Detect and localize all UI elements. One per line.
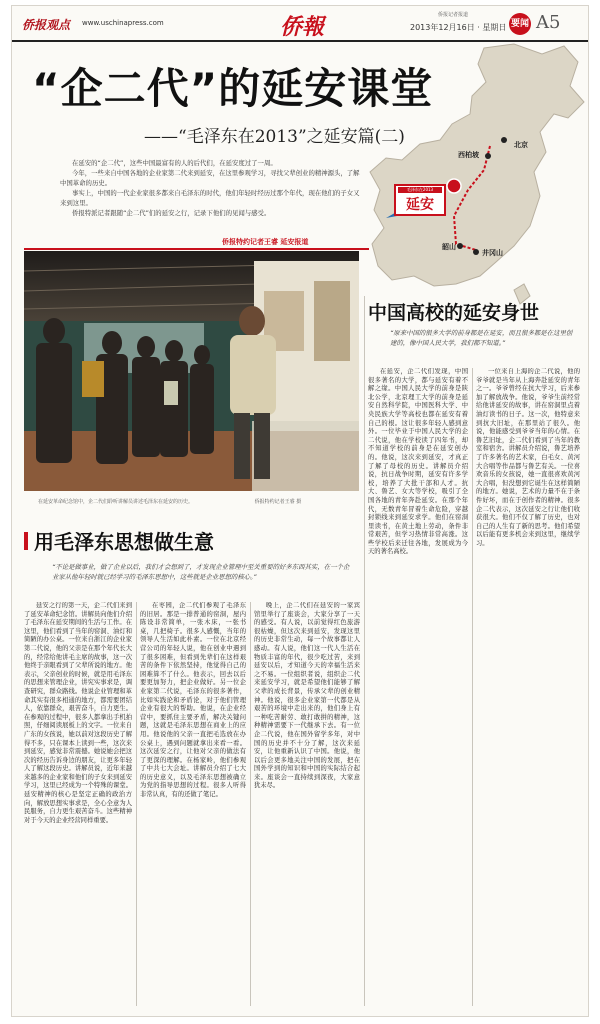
article-column-2 bbox=[140, 602, 246, 1006]
caption-text: 在延安革命纪念馆中，企二代们聆听讲解员讲述毛泽东在延安的历史。 bbox=[38, 499, 194, 505]
page-number: A5 bbox=[536, 12, 561, 33]
museum-visitors-image bbox=[24, 251, 359, 491]
section1-heading bbox=[24, 526, 214, 555]
map-label-xibaipo: 西柏坡 bbox=[458, 151, 479, 159]
article-column-5 bbox=[476, 368, 580, 1006]
section-title: 侨报观点 bbox=[22, 18, 71, 32]
yanan-marker bbox=[447, 179, 461, 193]
yanan-callout bbox=[394, 184, 446, 216]
yanan-tag: 毛泽东在2013 bbox=[398, 187, 442, 193]
section2-title: 中国高校的延安身世 bbox=[368, 302, 540, 324]
intro-text bbox=[60, 158, 360, 218]
column-divider bbox=[472, 368, 473, 1006]
intro-paragraph: 侨报特派记者跟随“企二代”们的延安之行，记录下他们的见闻与感受。 bbox=[72, 209, 271, 217]
article-column-3 bbox=[254, 602, 360, 1006]
page-headline: “企二代”的延安课堂 bbox=[32, 64, 434, 113]
map-label-shaoshan: 韶山 bbox=[442, 243, 456, 251]
section1-quote: “不论是做事业，做了企业以后，我们才会想到了，才发现企业管理中至关重要的好多东西其实，在一个企业家从他年轻时就已经学习的毛泽东思想中，这些就是企业思想的核心。” bbox=[52, 563, 350, 581]
column-text: 延安之行的第一天，企二代们来到了延安革命纪念馆。讲解员向他们介绍了毛泽东在延安期间的生活与工作。在这里，他们看到了当年的窑洞、油灯和简陋的办公桌。一位来自浙江的企业家第二代说，他的父亲是在那个年代长大的，经常给他讲毛主席的故事，这一次他终于亲眼看到了父辈所说的地方。他表示，父亲创业的时候，就是用毛泽东的思想来管理企业，讲究实事求是，调查研究，群众路线。他说企业管理和革命其实有很多相通的地方，都需要团结人，依靠群众，艰苦奋斗，自力更生。在参观的过程中，很多人都拿出手机拍照，仔细阅读展板上的文字。一位来自广东的女孩说，她以前对这段历史了解得不多，只在课本上读到一些，这次来到延安，感觉非常震撼。她说她会把这次的经历告诉身边的朋友，让更多年轻人了解这段历史。讲解员说，近年来越来越多的企业家和他们的子女来到延安学习，这里已经成为一个特殊的课堂。延安精神的核心是坚定正确的政治方向，解放思想实事求是，全心全意为人民服务，自力更生艰苦奋斗。这些精神对于今天的企业经营同样重要。 bbox=[24, 602, 132, 824]
section2-quote: “原来中国的很多大学的前身都是在延安，而且很多都是在这里创建的，像中国人民大学，我们都不知道。” bbox=[390, 329, 573, 347]
photo-credit: 侨报特约记者王睿 摄 bbox=[254, 499, 302, 505]
newspaper-logo: 侨報 bbox=[280, 14, 325, 40]
column-text: 在枣园，企二代们参观了毛泽东的旧居。那是一排普通的窑洞，屋内陈设非常简单，一张木床，一张书桌，几把椅子。很多人感慨，当年的领导人生活如此朴素。一位在北京经营公司的年轻人说，他在创业中遇到了很多困难，但看到先辈们在这样艰苦的条件下依然坚持，他觉得自己的困难算不了什么。他表示，回去以后要更加努力，把企业做好。另一位企业家第二代说，毛泽东的很多著作，比如实践论和矛盾论，对于他们管理企业有很大的帮助。他说，在企业经营中，要抓住主要矛盾，解决关键问题，这就是毛泽东思想在商业上的应用。他说他的父亲一直把毛选放在办公桌上，遇到问题就拿出来看一看。这次延安之行，让他对父亲的做法有了更深的理解。在杨家岭，他们参观了中共七大会址。讲解员介绍了七大的历史意义，以及毛泽东思想被确立为党的指导思想的过程。很多人听得非常认真，有的还做了笔记。 bbox=[140, 602, 246, 799]
column-text: 一位来自上海的企二代说，他的爷爷就是当年从上海奔赴延安的青年之一。爷爷曾经在抗大学习，后来参加了解放战争。他说，爷爷生前经常给他讲延安的故事，讲在窑洞里点着油灯读书的日子。这一次，他特意来到抗大旧址，在那里站了很久。他说，他能感受到爷爷当年的心情。在鲁艺旧址，企二代们看到了当年的教室和宿舍。讲解员介绍说，鲁艺培养了许多著名的艺术家，白毛女、黄河大合唱等作品都与鲁艺有关。一位喜欢音乐的女孩说，她一直很喜欢黄河大合唱，但没想到它诞生在这样简陋的地方。她说，艺术的力量不在于条件好坏，而在于创作者的精神。很多企二代表示，这次延安之行让他们收获很大。他们不仅了解了历史，也对自己的人生有了新的思考。他们希望以后能有更多机会来到这里，继续学习。 bbox=[476, 368, 580, 547]
page-subheadline: ——“毛泽东在2013”之延安篇(二) bbox=[144, 127, 405, 147]
intro-paragraph: 今年，一些来自中国各地的企业家第二代来到延安，在这里参观学习，寻找父辈创业的精神源头，了解中国革命的历史。 bbox=[60, 169, 360, 187]
map-label-beijing: 北京 bbox=[514, 141, 528, 149]
section1-title: 用毛泽东思想做生意 bbox=[34, 530, 214, 554]
article-column-1 bbox=[24, 602, 132, 1006]
intro-paragraph: 事实上，中国的一代企业家很多都来自毛泽东的时代，他们年轻时经历过那个年代，现在他们的子女又来到这里。 bbox=[60, 189, 360, 207]
museum-photo bbox=[24, 251, 359, 491]
intro-paragraph: 在延安的“企二代”，这些中国最富有的人的后代们，在延安度过了一周。 bbox=[72, 159, 277, 167]
byline: 侨报特约记者王睿 延安报道 bbox=[222, 238, 309, 246]
map-label-jinggangshan: 井冈山 bbox=[482, 249, 503, 257]
column-divider bbox=[136, 602, 137, 1006]
newspaper-page bbox=[12, 6, 588, 1016]
masthead-note: 侨报记者报道 bbox=[438, 12, 469, 18]
column-text: 晚上，企二代们在延安的一家宾馆里举行了座谈会，大家分享了一天的感受。有人说，以前觉得红色旅游很枯燥，但这次来到延安，发现这里的历史非常生动，每一个故事都让人感动。有人说，他们这一代人生活在物质丰富的年代，很少吃过苦，来到延安以后，才知道今天的幸福生活来之不易。一位组织者说，组织企二代来延安学习，就是希望他们能够了解父辈的成长背景，传承父辈的创业精神。他说，很多企业家第一代都是从艰苦的环境中走出来的，他们身上有一种吃苦耐劳、敢打敢拼的精神，这种精神需要下一代继承下去。有一位企二代说，他在国外留学多年，对中国的历史并不十分了解，这次来延安，让他重新认识了中国。他说，他以后会更多地关注中国的发展，把在国外学到的知识和中国的实际结合起来。座谈会一直持续到深夜，大家意犹未尽。 bbox=[254, 602, 360, 790]
website-url[interactable]: www.uschinapress.com bbox=[82, 19, 164, 27]
column-divider bbox=[250, 602, 251, 1006]
masthead bbox=[12, 6, 588, 42]
article-column-4 bbox=[368, 368, 468, 1006]
issue-date: 2013年12月16日 · 星期日 bbox=[410, 23, 507, 32]
section-badge: 要闻 bbox=[509, 13, 531, 35]
red-divider bbox=[24, 248, 369, 250]
column-divider bbox=[364, 296, 365, 1006]
photo-caption bbox=[38, 498, 358, 505]
map-label-yanan: 延安 bbox=[406, 197, 434, 213]
column-text: 在延安，企二代们发现，中国很多著名的大学，都与延安有着不解之缘。中国人民大学的前身是陕北公学，北京理工大学的前身是延安自然科学院，中国医科大学、中央民族大学等高校也都在延安有着自己的根。这让很多年轻人感到意外。一位毕业于中国人民大学的企二代说，他在学校读了四年书，却不知道学校的前身是在延安创办的。他说，这次来到延安，才真正了解了母校的历史。讲解员介绍说，抗日战争时期，延安有许多学校，培养了大批干部和人才。抗大、鲁艺、女大等学校，吸引了全国各地的青年奔赴延安。在那个年代，无数青年冒着生命危险，穿越封锁线来到延安求学。他们在窑洞里读书，在黄土地上劳动，条件非常艰苦，但学习热情非常高涨。这些学校后来迁往各地，发展成为今天的著名高校。 bbox=[368, 368, 468, 556]
